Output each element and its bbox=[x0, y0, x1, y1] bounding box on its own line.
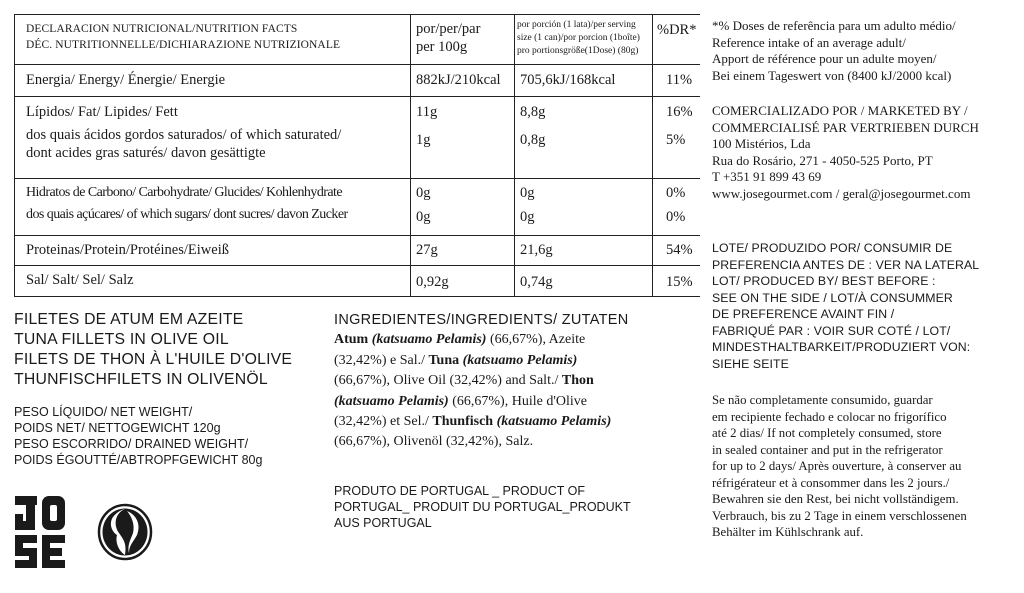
ingredient-species: (katsuamo Pelamis) bbox=[371, 332, 487, 348]
protein-serving: 21,6g bbox=[520, 242, 553, 258]
carbs-serving: 0g bbox=[520, 185, 535, 201]
fat-dr: 16% bbox=[666, 104, 693, 120]
nutrition-title-2: DÉC. NUTRITIONNELLE/DICHIARAZIONE NUTRIZIONALE bbox=[26, 39, 341, 51]
fat-serving: 8,8g bbox=[520, 104, 546, 120]
ingredients bbox=[334, 310, 674, 453]
text-line: PESO ESCORRIDO/ DRAINED WEIGHT/ bbox=[14, 437, 249, 451]
serving-header-2: size (1 can)/por porcion (1boîte) bbox=[517, 33, 640, 43]
table-rule bbox=[410, 14, 411, 297]
weight-info bbox=[14, 404, 262, 468]
product-name: THUNFISCHFILETS IN OLIVENÖL bbox=[14, 371, 268, 388]
serving-header: por porción (1 lata)/per serving bbox=[517, 20, 636, 30]
table-rule bbox=[14, 265, 700, 266]
salt-per100: 0,92g bbox=[416, 274, 449, 290]
ingredients-title: INGREDIENTES/INGREDIENTS/ ZUTATEN bbox=[334, 312, 629, 328]
carbs-per100: 0g bbox=[416, 185, 431, 201]
marketer-info bbox=[712, 103, 1017, 202]
serving-header-3: pro portionsgröße(1Dose) (80g) bbox=[517, 46, 639, 56]
table-rule bbox=[14, 178, 700, 179]
saturated-serving: 0,8g bbox=[520, 132, 546, 148]
text-line: LOTE/ PRODUZIDO POR/ CONSUMIR DE bbox=[712, 241, 953, 255]
dr-header: %DR* bbox=[657, 22, 697, 38]
text-line: LOT/ PRODUCED BY/ BEST BEFORE : bbox=[712, 274, 936, 288]
text-line: PRODUTO DE PORTUGAL _ PRODUCT OF bbox=[334, 484, 585, 498]
product-name: FILETS DE THON À L'HUILE D'OLIVE bbox=[14, 351, 293, 368]
saturated-label: dos quais ácidos gordos saturados/ of which saturated/ bbox=[26, 127, 342, 143]
product-names bbox=[14, 310, 292, 390]
text-line: réfrigérateur et à consommer dans les 2 jours./ bbox=[712, 475, 950, 490]
salt-label: Sal/ Salt/ Sel/ Salz bbox=[26, 272, 134, 288]
energy-dr: 11% bbox=[666, 72, 693, 88]
text-line: Rua do Rosário, 271 - 4050-525 Porto, PT bbox=[712, 152, 933, 168]
energy-serving: 705,6kJ/168kcal bbox=[520, 72, 616, 88]
ingredients-line bbox=[334, 392, 674, 412]
text-line: AUS PORTUGAL bbox=[334, 516, 432, 530]
ingredient-bold: Atum bbox=[334, 332, 372, 348]
fat-per100: 11g bbox=[416, 104, 438, 120]
carbs-label: Hidratos de Carbono/ Carbohydrate/ Glucides/ Kohlenhydrate bbox=[26, 185, 343, 200]
ingredients-line bbox=[334, 371, 674, 391]
protein-label: Proteinas/Protein/Protéines/Eiweiß bbox=[26, 242, 229, 258]
protein-dr: 54% bbox=[666, 242, 693, 258]
per100-header: por/per/par bbox=[416, 21, 481, 37]
ingredient-text: (66,67%), Huile d'Olive bbox=[448, 393, 587, 409]
ingredient-bold: Thon bbox=[561, 373, 594, 389]
nutrition-title: DECLARACION NUTRICIONAL/NUTRITION FACTS bbox=[26, 23, 298, 35]
text-line: POIDS NET/ NETTOGEWICHT 120g bbox=[14, 421, 221, 435]
green-dot-recycling-icon bbox=[97, 503, 153, 561]
text-line: *% Doses de referência para um adulto médio/ bbox=[712, 18, 956, 33]
ingredient-species: (katsuamo Pelamis) bbox=[462, 352, 578, 368]
text-line: in sealed container and put in the refrigerator bbox=[712, 442, 943, 457]
table-rule bbox=[514, 14, 515, 297]
text-line: for up to 2 days/ Après ouverture, à conserver au bbox=[712, 459, 962, 473]
text-line: 100 Mistérios, Lda bbox=[712, 136, 811, 151]
text-line: até 2 dias/ If not completely consumed, store bbox=[712, 426, 942, 440]
carbs-dr: 0% bbox=[666, 185, 686, 201]
product-name: TUNA FILLETS IN OLIVE OIL bbox=[14, 331, 229, 348]
sugars-serving: 0g bbox=[520, 209, 535, 225]
table-rule bbox=[14, 96, 700, 97]
text-line: Verbrauch, bis zu 2 Tage in einem verschlossenen bbox=[712, 508, 967, 523]
ingredient-text: (32,42%) et Sel./ bbox=[334, 414, 433, 430]
ingredient-bold: Thunfisch bbox=[432, 414, 497, 430]
text-line: Bewahren sie den Rest, bei nicht vollständigem. bbox=[712, 492, 959, 506]
text-line: SEE ON THE SIDE / LOT/À CONSUMMER bbox=[712, 290, 953, 305]
text-line: COMERCIALIZADO POR / MARKETED BY / bbox=[712, 103, 968, 118]
ingredient-species: (katsuamo Pelamis) bbox=[334, 393, 449, 409]
origin-info bbox=[334, 483, 631, 531]
jose-logo bbox=[14, 494, 66, 570]
sugars-label: dos quais açúcares/ of which sugars/ dont sucres/ davon Zucker bbox=[26, 207, 348, 222]
ingredient-species: (katsuamo Pelamis) bbox=[496, 414, 612, 430]
text-line: FABRIQUÉ PAR : VOIR SUR COTÉ / LOT/ bbox=[712, 323, 951, 338]
product-name: FILETES DE ATUM EM AZEITE bbox=[14, 311, 244, 328]
text-line: MINDESTHALTBARKEIT/PRODUZIERT VON: bbox=[712, 340, 971, 354]
saturated-label-2: dont acides gras saturés/ davon gesättigte bbox=[26, 145, 266, 161]
table-rule bbox=[14, 296, 700, 297]
text-line: COMMERCIALISÉ PAR VERTRIEBEN DURCH bbox=[712, 119, 979, 135]
text-line: SIEHE SEITE bbox=[712, 356, 789, 371]
fat-label: Lípidos/ Fat/ Lipides/ Fett bbox=[26, 104, 178, 120]
table-rule bbox=[14, 235, 700, 236]
ingredients-line bbox=[334, 330, 674, 350]
text-line: DE PREFERENCE AVAINT FIN / bbox=[712, 307, 895, 321]
saturated-dr: 5% bbox=[666, 132, 686, 148]
text-line: PESO LÍQUIDO/ NET WEIGHT/ bbox=[14, 405, 193, 419]
energy-label: Energia/ Energy/ Énergie/ Energie bbox=[26, 72, 226, 88]
text-line: Behälter im Kühlschrank auf. bbox=[712, 525, 864, 539]
text-line: PREFERENCIA ANTES DE : VER NA LATERAL bbox=[712, 257, 980, 272]
text-line: T +351 91 899 43 69 bbox=[712, 169, 822, 184]
ingredient-text: (66,67%), Azeite bbox=[486, 332, 586, 348]
table-rule bbox=[14, 14, 15, 297]
text-line: Reference intake of an average adult/ bbox=[712, 34, 906, 50]
protein-per100: 27g bbox=[416, 242, 438, 258]
salt-serving: 0,74g bbox=[520, 274, 553, 290]
ingredient-text: (32,42%) e Sal./ bbox=[334, 352, 429, 368]
nutrition-table bbox=[14, 14, 700, 297]
text-line: www.josegourmet.com / geral@josegourmet.com bbox=[712, 185, 971, 201]
text-line: Bei einem Tageswert von (8400 kJ/2000 kcal) bbox=[712, 67, 952, 83]
ingredients-line bbox=[334, 351, 674, 371]
storage-instructions bbox=[712, 392, 1017, 541]
text-line: Apport de référence pour un adulte moyen/ bbox=[712, 51, 937, 66]
salt-dr: 15% bbox=[666, 274, 693, 290]
ingredients-line bbox=[334, 412, 674, 432]
sugars-per100: 0g bbox=[416, 209, 431, 225]
table-rule bbox=[652, 14, 653, 297]
table-rule bbox=[14, 64, 700, 65]
lot-info bbox=[712, 240, 1017, 372]
text-line: em recipiente fechado e colocar no frigorífico bbox=[712, 409, 947, 424]
text-line: PORTUGAL_ PRODUIT DU PORTUGAL_PRODUKT bbox=[334, 500, 631, 514]
per100-header-2: per 100g bbox=[416, 39, 468, 55]
reference-intake-note bbox=[712, 18, 1017, 84]
saturated-per100: 1g bbox=[416, 132, 431, 148]
energy-per100: 882kJ/210kcal bbox=[416, 72, 501, 88]
text-line: Se não completamente consumido, guardar bbox=[712, 393, 933, 407]
ingredient-bold: Tuna bbox=[428, 352, 463, 368]
text-line: POIDS ÉGOUTTÉ/ABTROPFGEWICHT 80g bbox=[14, 453, 263, 467]
ingredient-text: (66,67%), Olive Oil (32,42%) and Salt./ bbox=[334, 373, 562, 389]
sugars-dr: 0% bbox=[666, 209, 686, 225]
ingredients-line: (66,67%), Olivenöl (32,42%), Salz. bbox=[334, 434, 534, 450]
table-rule bbox=[14, 14, 700, 15]
